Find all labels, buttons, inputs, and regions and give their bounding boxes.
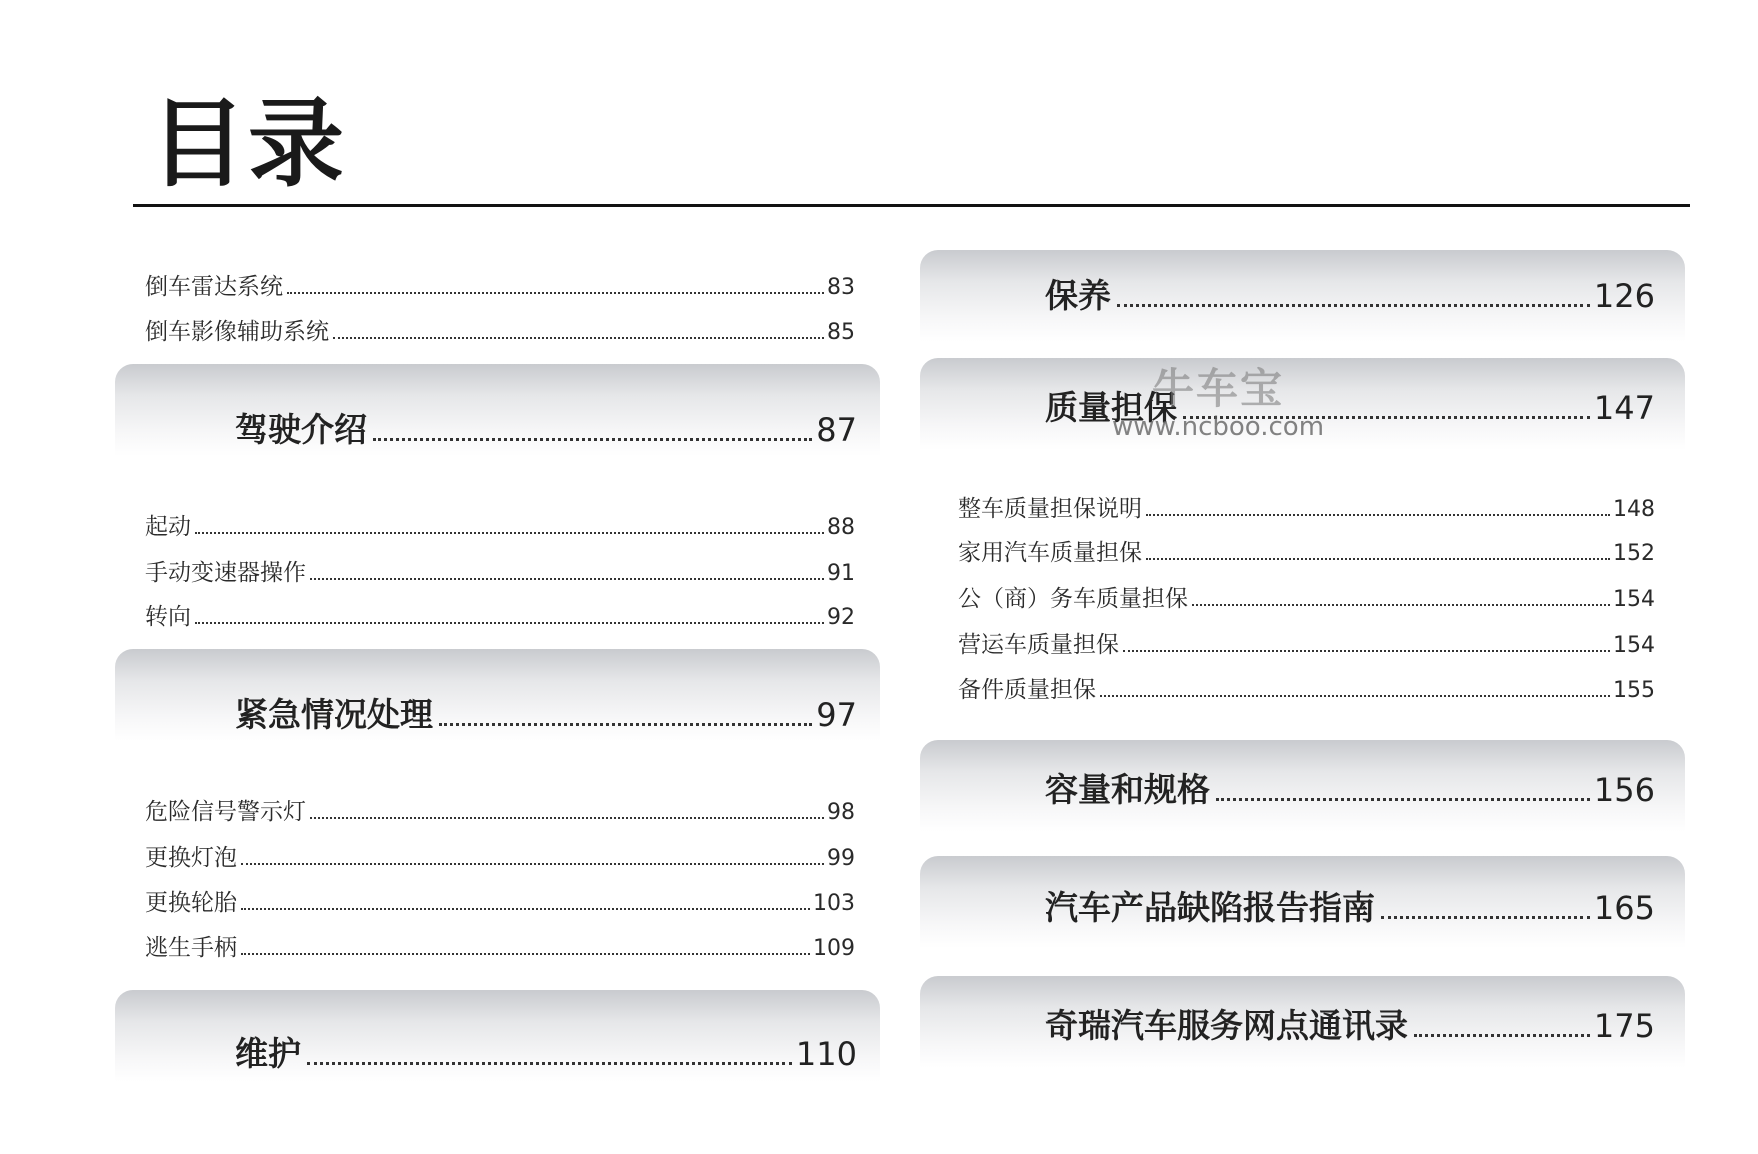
toc-section-label: 维护 <box>235 1034 301 1073</box>
toc-entry-page: 99 <box>827 846 855 871</box>
toc-entry-page: 152 <box>1613 541 1655 566</box>
toc-entry-label: 倒车影像辅助系统 <box>145 319 329 345</box>
toc-entry-page: 83 <box>827 275 855 300</box>
leader-dots <box>1117 303 1590 307</box>
leader-dots <box>241 907 810 910</box>
toc-section-page: 97 <box>816 696 857 734</box>
toc-section-label: 驾驶介绍 <box>235 410 367 449</box>
toc-entry-page: 148 <box>1613 497 1655 522</box>
toc-entry-label: 整车质量担保说明 <box>958 496 1142 522</box>
toc-section-page: 165 <box>1593 889 1655 927</box>
leader-dots <box>1146 513 1610 516</box>
leader-dots <box>195 621 824 624</box>
leader-dots <box>307 1061 792 1065</box>
toc-entry-label: 起动 <box>145 514 191 540</box>
toc-entry-page: 103 <box>813 891 855 916</box>
toc-entry[interactable] <box>145 929 855 962</box>
toc-section-page: 87 <box>816 411 857 449</box>
toc-entry-label: 更换灯泡 <box>145 845 237 871</box>
toc-entry-page: 92 <box>827 605 855 630</box>
toc-entry[interactable] <box>958 580 1655 613</box>
toc-entry[interactable] <box>145 554 855 587</box>
toc-section-label: 紧急情况处理 <box>235 695 433 734</box>
toc-section-label: 奇瑞汽车服务网点通讯录 <box>1045 1006 1408 1045</box>
leader-dots <box>195 531 824 534</box>
toc-entry-page: 109 <box>813 936 855 961</box>
toc-entry[interactable] <box>145 793 855 826</box>
watermark-name: 牛车宝 <box>1151 364 1284 413</box>
toc-entry-label: 更换轮胎 <box>145 890 237 916</box>
toc-entry[interactable] <box>145 268 855 301</box>
toc-entry[interactable] <box>145 508 855 541</box>
toc-entry-page: 88 <box>827 515 855 540</box>
toc-section-row <box>1045 764 1655 811</box>
toc-entry-label: 倒车雷达系统 <box>145 274 283 300</box>
leader-dots <box>439 722 812 726</box>
toc-entry-label: 公（商）务车质量担保 <box>958 586 1188 612</box>
leader-dots <box>310 816 824 819</box>
toc-entry-page: 85 <box>827 320 855 345</box>
toc-entry[interactable] <box>145 313 855 346</box>
toc-section-page: 147 <box>1593 389 1655 427</box>
toc-section-header[interactable] <box>920 740 1685 832</box>
toc-section-row <box>1045 270 1655 317</box>
toc-entry[interactable] <box>145 839 855 872</box>
leader-dots <box>287 291 824 294</box>
leader-dots <box>1123 649 1610 652</box>
leader-dots <box>310 577 824 580</box>
leader-dots <box>1381 915 1590 919</box>
toc-entry-label: 营运车质量担保 <box>958 632 1119 658</box>
leader-dots <box>333 336 824 339</box>
toc-section-label: 汽车产品缺陷报告指南 <box>1045 888 1375 927</box>
toc-section-label: 容量和规格 <box>1045 770 1210 809</box>
toc-section-page: 110 <box>795 1035 857 1073</box>
toc-entry-label: 家用汽车质量担保 <box>958 540 1142 566</box>
toc-section-header[interactable] <box>115 990 880 1082</box>
toc-section-header[interactable] <box>115 364 880 456</box>
watermark-url: www.ncboo.com <box>1111 412 1325 442</box>
toc-section-row <box>1045 882 1655 929</box>
title-divider <box>133 204 1690 207</box>
toc-section-row <box>235 689 857 736</box>
leader-dots <box>1414 1033 1590 1037</box>
toc-section-label: 质量担保 <box>1045 388 1177 427</box>
toc-entry-label: 手动变速器操作 <box>145 560 306 586</box>
toc-section-row <box>1045 1000 1655 1047</box>
toc-entry-page: 154 <box>1613 587 1655 612</box>
toc-entry[interactable] <box>958 671 1655 704</box>
toc-entry-page: 154 <box>1613 633 1655 658</box>
leader-dots <box>1216 797 1590 801</box>
toc-section-header[interactable] <box>115 649 880 741</box>
leader-dots <box>241 862 824 865</box>
leader-dots <box>1192 603 1610 606</box>
toc-section-label: 保养 <box>1045 276 1111 315</box>
toc-section-header[interactable] <box>920 976 1685 1068</box>
toc-section-row <box>235 1028 857 1075</box>
leader-dots <box>373 437 812 441</box>
toc-section-row <box>235 404 857 451</box>
toc-entry-label: 备件质量担保 <box>958 677 1096 703</box>
toc-entry[interactable] <box>145 598 855 631</box>
toc-entry-page: 98 <box>827 800 855 825</box>
toc-entry-label: 危险信号警示灯 <box>145 799 306 825</box>
toc-section-page: 126 <box>1593 277 1655 315</box>
toc-entry-label: 逃生手柄 <box>145 935 237 961</box>
leader-dots <box>1146 557 1610 560</box>
leader-dots <box>241 952 810 955</box>
toc-entry-page: 91 <box>827 561 855 586</box>
toc-section-page: 175 <box>1593 1007 1655 1045</box>
toc-section-header[interactable] <box>920 856 1685 948</box>
watermark <box>1108 364 1328 443</box>
page-title: 目录 <box>150 88 346 200</box>
toc-entry[interactable] <box>145 884 855 917</box>
toc-section-page: 156 <box>1593 771 1655 809</box>
toc-entry[interactable] <box>958 534 1655 567</box>
toc-entry-label: 转向 <box>145 604 191 630</box>
toc-entry[interactable] <box>958 626 1655 659</box>
toc-section-header[interactable] <box>920 250 1685 342</box>
leader-dots <box>1100 694 1610 697</box>
toc-entry[interactable] <box>958 490 1655 523</box>
toc-entry-page: 155 <box>1613 678 1655 703</box>
